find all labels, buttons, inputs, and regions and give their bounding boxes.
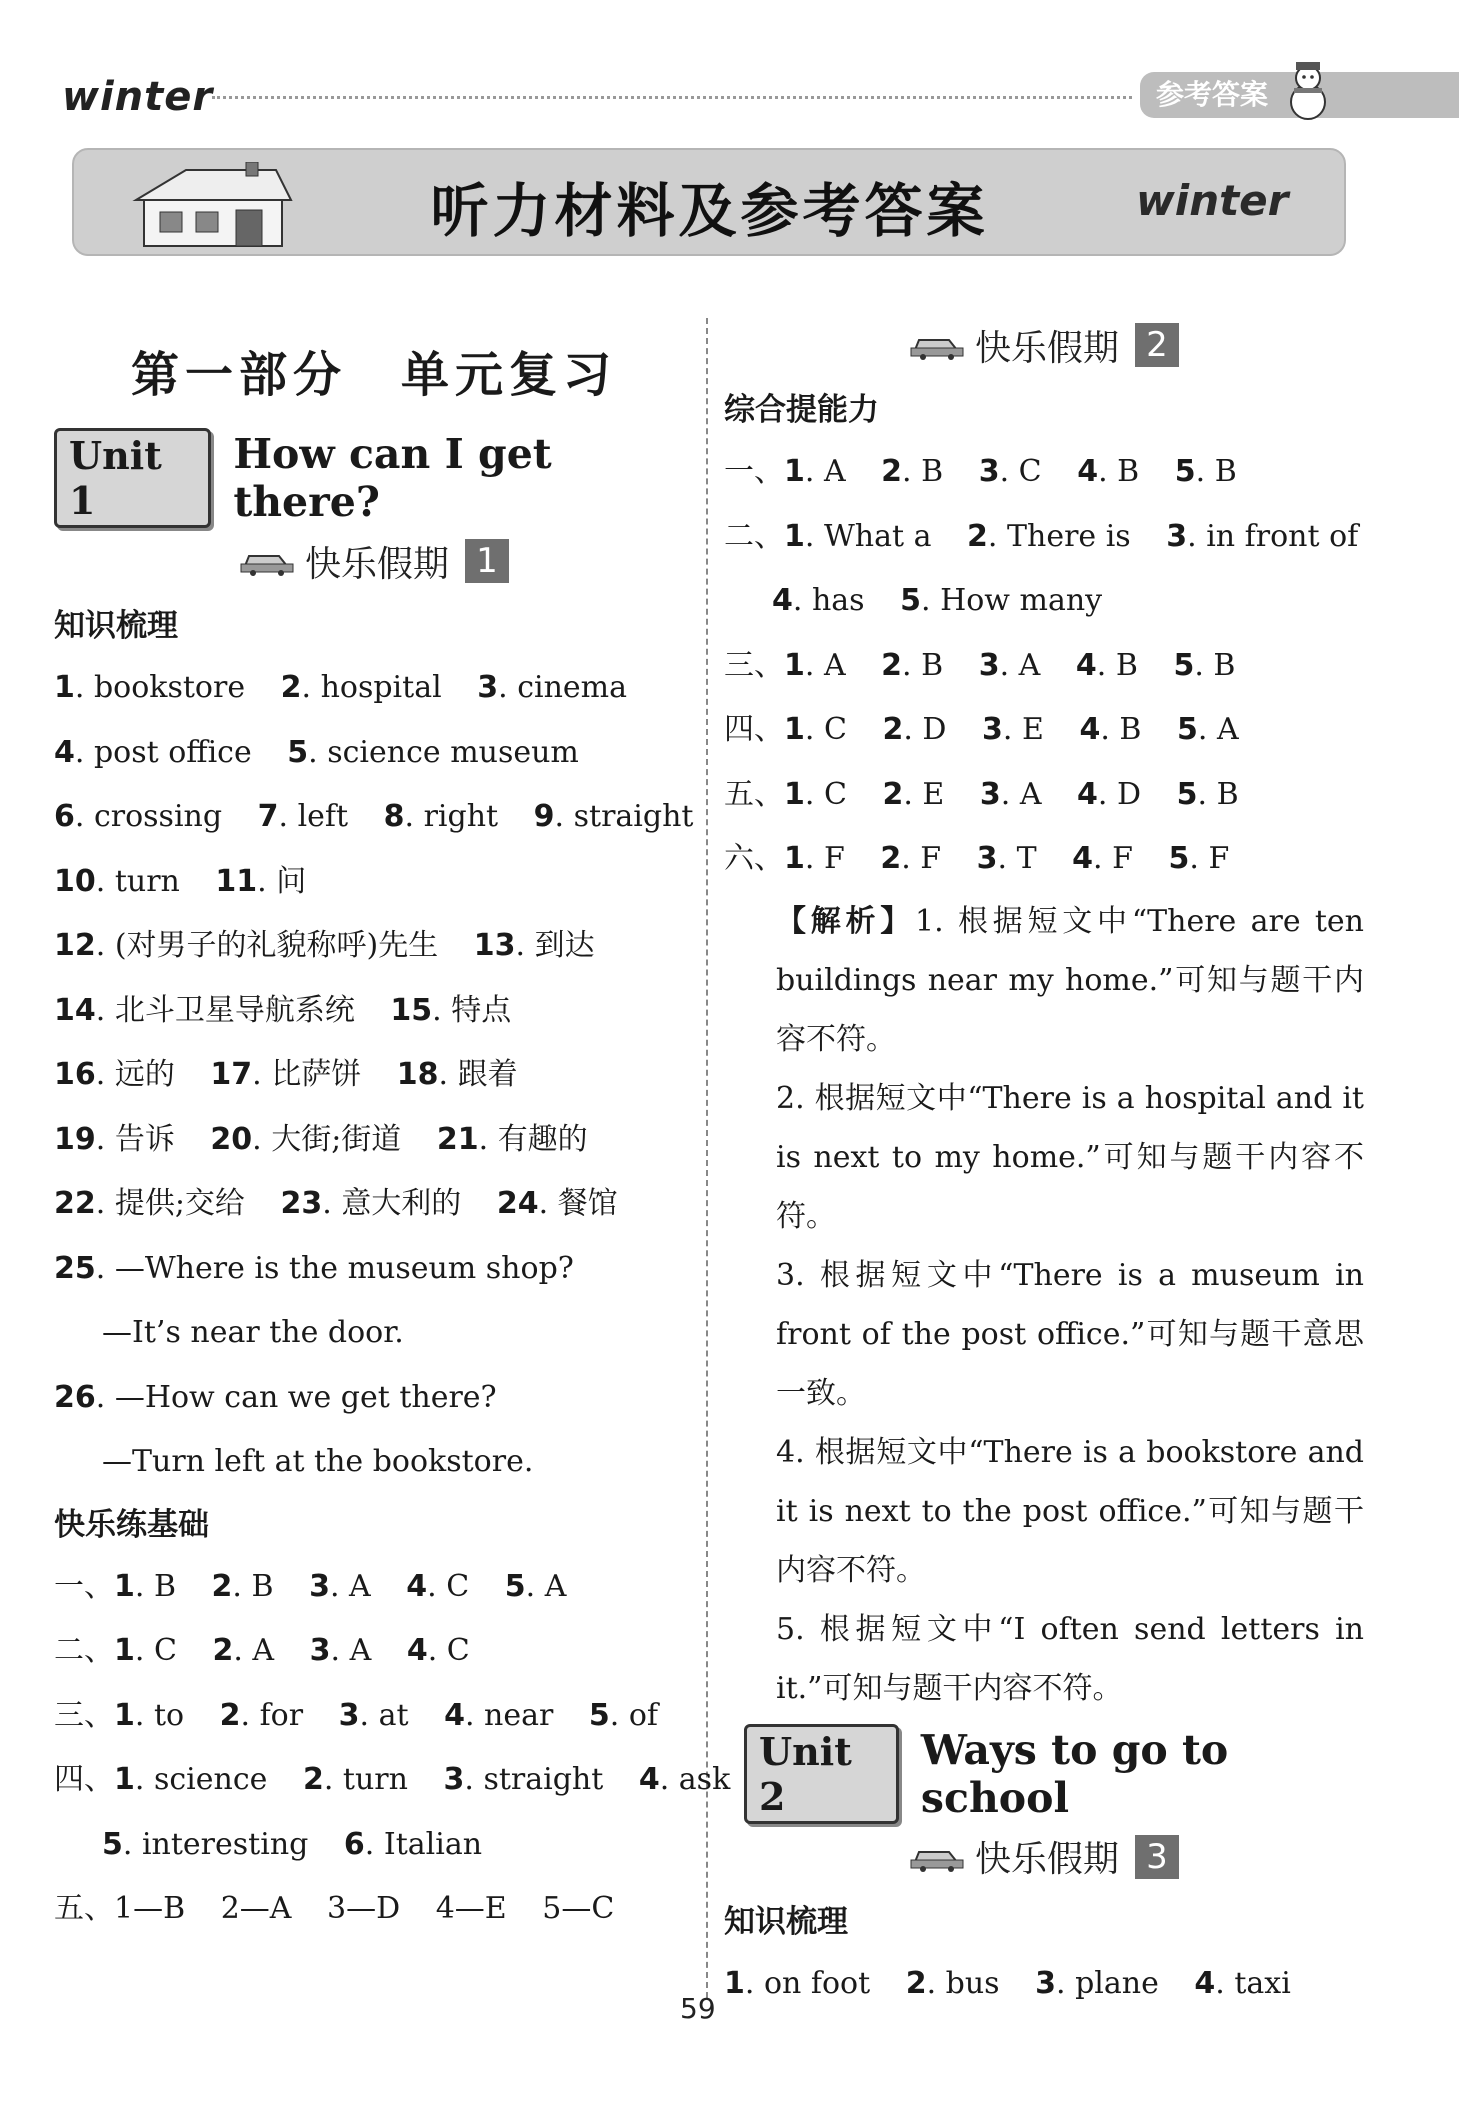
answer-line: 5. interesting 6. Italian — [102, 1826, 483, 1862]
section-heading: 知识梳理 — [54, 608, 178, 644]
answer-line: 五、1. C 2. E 3. A 4. D 5. B — [724, 776, 1239, 812]
answer-line: 16. 远的 17. 比萨饼 18. 跟着 — [54, 1057, 518, 1092]
holiday-number: 1 — [465, 539, 509, 583]
answer-line: 四、1. C 2. D 3. E 4. B 5. A — [724, 712, 1239, 747]
answer-line: 1. on foot 2. bus 3. plane 4. taxi — [724, 1965, 1291, 2001]
header-dotted-rule — [212, 96, 1132, 99]
snowman-icon — [1282, 58, 1334, 122]
winter-logo: winter — [62, 74, 214, 120]
answer-line: 二、1. What a 2. There is 3. in front of — [724, 518, 1359, 554]
answer-line: 12. (对男子的礼貌称呼)先生 13. 到达 — [54, 928, 595, 963]
holiday-label: 快乐假期 — [974, 327, 1119, 369]
section-heading: 综合提能力 — [724, 392, 879, 428]
answer-line: 19. 告诉 20. 大街;街道 21. 有趣的 — [54, 1121, 588, 1157]
left-column — [54, 320, 731, 1942]
answer-line: 4. has 5. How many — [772, 583, 1103, 618]
car-icon — [909, 1842, 965, 1872]
answer-line: 10. turn 11. 问 — [54, 863, 307, 899]
answer-line: 25. —Where is the museum shop? — [54, 1250, 574, 1286]
analysis-paragraph: 5. 根据短文中“I often send letters in it.”可知与题干内容不符。 — [776, 1611, 1364, 1706]
answer-line: 四、1. science 2. turn 3. straight 4. ask — [54, 1762, 731, 1797]
answer-line: 22. 提供;交给 23. 意大利的 24. 餐馆 — [54, 1186, 618, 1221]
section-heading: 快乐练基础 — [54, 1506, 209, 1543]
holiday-number: 2 — [1135, 323, 1179, 367]
holiday-heading — [724, 1822, 1364, 1892]
holiday-heading — [54, 526, 694, 596]
part-title: 第一部分 单元复习 — [130, 347, 617, 403]
answer-line: 五、1—B 2—A 3—D 4—E 5—C — [54, 1891, 615, 1926]
car-icon — [909, 330, 965, 360]
answer-line: —It’s near the door. — [102, 1315, 404, 1350]
unit-title: Ways to go to school — [920, 1725, 1229, 1822]
answer-line: 26. —How can we get there? — [54, 1379, 497, 1415]
car-icon — [239, 546, 295, 576]
unit-badge: Unit 1 — [54, 428, 211, 528]
answer-line: 一、1. A 2. B 3. C 4. B 5. B — [724, 454, 1237, 489]
unit-heading — [724, 1726, 1364, 1822]
answer-section-tag: 参考答案 — [1140, 72, 1459, 118]
holiday-label: 快乐假期 — [974, 1839, 1119, 1880]
answer-line: 6. crossing 7. left 8. right 9. straight — [54, 799, 694, 834]
analysis-paragraph: 2. 根据短文中“There is a hospital and it is next to my home.”可知与题干内容不符。 — [776, 1080, 1364, 1234]
answer-line: 三、1. to 2. for 3. at 4. near 5. of — [54, 1697, 659, 1733]
banner-winter-logo: winter — [1136, 176, 1289, 225]
holiday-number: 3 — [1135, 1835, 1179, 1879]
answer-line: 14. 北斗卫星导航系统 15. 特点 — [54, 992, 512, 1028]
answer-line: 一、1. B 2. B 3. A 4. C 5. A — [54, 1568, 567, 1604]
unit-title: How can I get there? — [233, 430, 552, 526]
holiday-heading — [724, 310, 1364, 380]
analysis-paragraph: 3. 根据短文中“There is a museum in front of the post office.”可知与题干意思一致。 — [776, 1257, 1364, 1411]
unit-badge: Unit 2 — [744, 1724, 899, 1824]
answer-line: 二、1. C 2. A 3. A 4. C — [54, 1633, 470, 1668]
answer-line: 三、1. A 2. B 3. A 4. B 5. B — [724, 647, 1236, 683]
page-title: 听力材料及参考答案 — [430, 177, 989, 245]
section-heading: 知识梳理 — [724, 1903, 848, 1940]
answer-line: 4. post office 5. science museum — [54, 734, 579, 770]
right-column — [724, 310, 1364, 2016]
analysis-paragraph: 4. 根据短文中“There is a bookstore and it is next to the post office.”可知与题干内容不符。 — [776, 1434, 1364, 1588]
page-number: 59 — [680, 1992, 716, 2025]
answer-line: 六、1. F 2. F 3. T 4. F 5. F — [724, 841, 1230, 876]
answer-line: 1. bookstore 2. hospital 3. cinema — [54, 670, 628, 705]
unit-heading — [54, 430, 694, 526]
answer-line: —Turn left at the bookstore. — [102, 1444, 534, 1479]
analysis-paragraph: 【解析】1. 根据短文中“There are ten buildings near my home.”可知与题干内容不符。 — [776, 903, 1364, 1057]
holiday-label: 快乐假期 — [304, 543, 449, 585]
column-divider — [706, 318, 708, 1998]
